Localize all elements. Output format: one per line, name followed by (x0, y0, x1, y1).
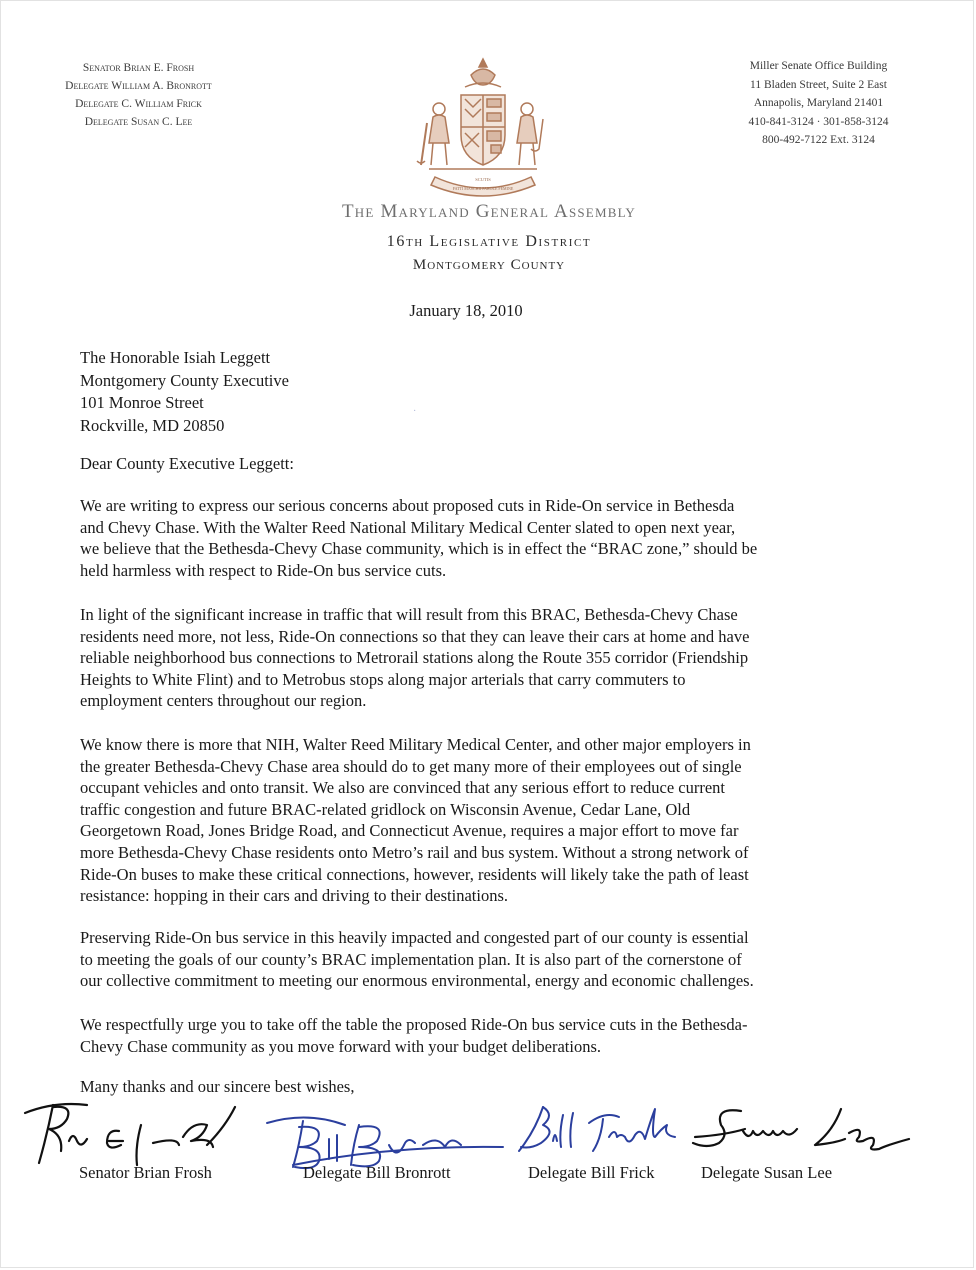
body-paragraph (80, 734, 870, 907)
text-line: and Chevy Chase. With the Walter Reed National Military Medical Center slated to open next year, (80, 517, 736, 537)
seal-motto: FATTI MASCHII PAROLE FEMINE (452, 186, 514, 191)
text-line: residents need more, not less, Ride-On connections so that they can leave their cars at home and have (80, 626, 750, 646)
salutation: Dear County Executive Leggett: (80, 454, 294, 473)
address-line: Miller Senate Office Building (749, 60, 888, 72)
maryland-seal-icon (413, 53, 553, 203)
recipient-line: The Honorable Isiah Leggett (80, 348, 271, 367)
recipient-line: Montgomery County Executive (80, 370, 289, 390)
signer-name: Delegate Bill Bronrott (303, 1163, 451, 1182)
recipient-address (80, 347, 289, 437)
county-title: Montgomery County (412, 257, 566, 273)
signer-name: Delegate Susan Lee (701, 1163, 833, 1182)
signer-name: Senator Brian Frosh (79, 1163, 212, 1182)
body-paragraph (80, 1014, 870, 1057)
members-list (31, 59, 246, 131)
text-line: In light of the significant increase in traffic that will result from this BRAC, Bethesda-Chevy Chase (80, 605, 738, 624)
office-address (706, 57, 931, 150)
closing-line: Many thanks and our sincere best wishes, (80, 1077, 355, 1096)
body-paragraph (80, 604, 870, 712)
text-line: Heights to White Flint) and to Metrobus stops along major arterials that carry commuters to (80, 669, 686, 689)
text-line: We know there is more that NIH, Walter Reed Military Medical Center, and other major employers in (80, 735, 751, 754)
text-line: occupant vehicles and onto transit. We also are convinced that any serious effort to reduce current (80, 778, 725, 798)
member-name: Delegate William A. Bronrott (65, 80, 212, 92)
address-line: 11 Bladen Street, Suite 2 East (750, 78, 887, 91)
recipient-line: Rockville, MD 20850 (80, 415, 225, 435)
recipient-line: 101 Monroe Street (80, 393, 204, 412)
text-line: resistance: hopping in their cars and driving to their destinations. (80, 886, 508, 906)
text-line: reliable neighborhood bus connections to Metrorail stations along the Route 355 corridor (Friendship (80, 648, 749, 668)
text-line: traffic congestion and future BRAC-related gridlock on Wisconsin Avenue, Cedar Lane, Old (80, 799, 691, 819)
text-line: more Bethesda-Chevy Chase residents onto Metro’s rail and bus system. Without a strong network of (80, 842, 749, 862)
text-line: held harmless with respect to Ride-On bus service cuts. (80, 560, 447, 580)
signer-name: Delegate Bill Frick (528, 1163, 655, 1182)
text-line: employment centers throughout our region. (80, 691, 367, 711)
phone-line: 800-492-7122 Ext. 3124 (762, 134, 875, 146)
phone-line: 410-841-3124 · 301-858-3124 (748, 115, 889, 128)
text-line: we believe that the Bethesda-Chevy Chase community, which is in effect the “BRAC zone,” should be (80, 539, 758, 559)
signature-frick (509, 1101, 689, 1161)
seal-motto: SCUTIS (475, 177, 491, 182)
text-line: to meeting the goals of our county’s BRAC implementation plan. It is also part of the cornerstone of (80, 949, 742, 969)
text-line: We respectfully urge you to take off the table the proposed Ride-On bus service cuts in the Bethesda- (80, 1015, 748, 1034)
text-line: Chevy Chase community as you move forward with your budget deliberations. (80, 1036, 602, 1056)
scan-speck: · (413, 406, 417, 417)
text-line: Georgetown Road, Jones Bridge Road, and Connecticut Avenue, requires a major effort to move far (80, 821, 739, 841)
text-line: our collective commitment to meeting our enormous environmental, energy and economic challenges. (80, 971, 754, 991)
member-name: Delegate C. William Frick (75, 98, 202, 110)
text-line: Preserving Ride-On bus service in this heavily impacted and congested part of our county is essential (80, 928, 749, 947)
member-name: Senator Brian E. Frosh (82, 62, 195, 74)
member-name: Delegate Susan C. Lee (84, 116, 193, 128)
text-line: the greater Bethesda-Chevy Chase area should do to get many more of their employees out of single (80, 756, 742, 776)
letter-date: January 18, 2010 (409, 301, 523, 320)
text-line: Ride-On buses to make these critical connections, however, residents will likely take the path of least (80, 864, 749, 884)
text-line: We are writing to express our serious concerns about proposed cuts in Ride-On service in Bethesda (80, 496, 735, 515)
address-line: Annapolis, Maryland 21401 (753, 97, 884, 109)
body-paragraph (80, 495, 870, 581)
assembly-title: The Maryland General Assembly (341, 201, 637, 222)
body-paragraph (80, 927, 870, 992)
district-title: 16th Legislative District (386, 233, 592, 250)
signature-lee (691, 1101, 911, 1161)
